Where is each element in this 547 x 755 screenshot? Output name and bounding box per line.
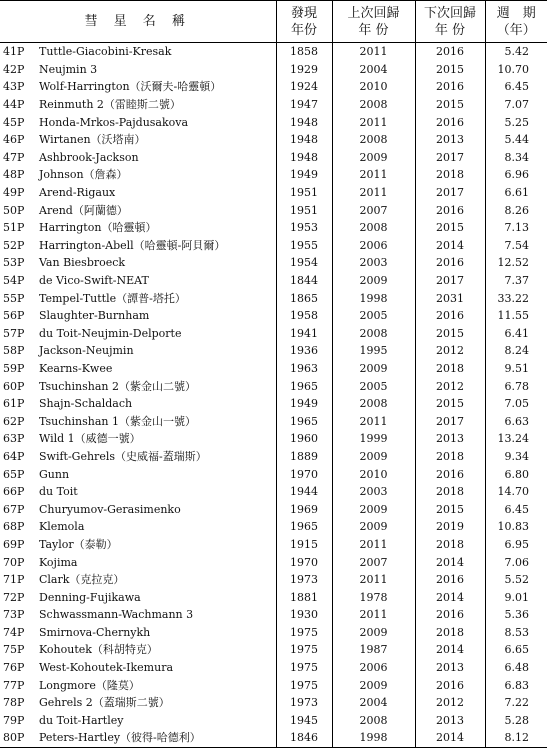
next-return-year: 2017 <box>415 412 485 430</box>
comet-number: 75P <box>3 643 25 657</box>
table-row <box>0 395 547 413</box>
comet-number: 48P <box>3 168 25 182</box>
table-row <box>0 254 547 272</box>
next-return-year: 2014 <box>415 588 485 606</box>
last-return-year: 2011 <box>332 571 415 589</box>
next-return-year: 2014 <box>415 237 485 255</box>
discovery-year: 1969 <box>276 500 332 518</box>
table-row <box>0 536 547 554</box>
table-row <box>0 606 547 624</box>
discovery-year: 1951 <box>276 201 332 219</box>
comet-number: 73P <box>3 608 25 622</box>
last-return-year: 2006 <box>332 659 415 677</box>
comet-name: du Toit <box>39 485 78 499</box>
comet-number: 62P <box>3 414 25 428</box>
last-return-year: 2009 <box>332 149 415 167</box>
table-row <box>0 729 547 747</box>
comet-number: 66P <box>3 485 25 499</box>
comet-name: Slaughter-Burnham <box>39 309 150 323</box>
comet-name: Swift-Gehrels（史威福-蓋瑞斯） <box>39 449 207 463</box>
last-return-year: 2008 <box>332 96 415 114</box>
discovery-year: 1865 <box>276 289 332 307</box>
last-return-year: 1999 <box>332 430 415 448</box>
last-return-year: 2009 <box>332 676 415 694</box>
comet-number: 72P <box>3 590 25 604</box>
discovery-year: 1944 <box>276 483 332 501</box>
next-return-year: 2014 <box>415 641 485 659</box>
next-return-year: 2016 <box>415 201 485 219</box>
last-return-year: 2011 <box>332 184 415 202</box>
next-return-year: 2017 <box>415 272 485 290</box>
comet-number: 77P <box>3 678 25 692</box>
comet-name: Reinmuth 2（雷睦斯二號） <box>39 98 181 112</box>
period-years: 6.80 <box>485 465 547 483</box>
comet-name: Van Biesbroeck <box>39 256 126 270</box>
next-return-year: 2013 <box>415 712 485 730</box>
discovery-year: 1973 <box>276 571 332 589</box>
discovery-year: 1973 <box>276 694 332 712</box>
period-years: 11.55 <box>485 307 547 325</box>
last-return-year: 1987 <box>332 641 415 659</box>
table-row <box>0 96 547 114</box>
comet-number: 71P <box>3 573 25 587</box>
comet-number: 56P <box>3 309 25 323</box>
next-return-year: 2016 <box>415 43 485 61</box>
comet-number: 43P <box>3 80 25 94</box>
header-period: 週 期 （年） <box>485 1 547 43</box>
discovery-year: 1945 <box>276 712 332 730</box>
period-years: 5.28 <box>485 712 547 730</box>
last-return-year: 2009 <box>332 360 415 378</box>
table-row <box>0 641 547 659</box>
comet-name: Honda-Mrkos-Pajdusakova <box>39 115 189 129</box>
period-years: 14.70 <box>485 483 547 501</box>
comet-name: Denning-Fujikawa <box>39 590 141 604</box>
period-years: 7.54 <box>485 237 547 255</box>
next-return-year: 2016 <box>415 606 485 624</box>
discovery-year: 1958 <box>276 307 332 325</box>
comet-name: Wirtanen（沃塔南） <box>39 133 146 147</box>
discovery-year: 1844 <box>276 272 332 290</box>
comet-name: Arend（阿蘭德） <box>39 203 128 217</box>
table-row <box>0 113 547 131</box>
discovery-year: 1970 <box>276 553 332 571</box>
comet-name: Jackson-Neujmin <box>39 344 134 358</box>
last-return-year: 2011 <box>332 166 415 184</box>
comet-number: 58P <box>3 344 25 358</box>
period-years: 13.24 <box>485 430 547 448</box>
next-return-year: 2018 <box>415 448 485 466</box>
last-return-year: 2009 <box>332 500 415 518</box>
table-row <box>0 307 547 325</box>
table-row <box>0 518 547 536</box>
period-years: 6.95 <box>485 536 547 554</box>
period-years: 7.05 <box>485 395 547 413</box>
discovery-year: 1929 <box>276 61 332 79</box>
comet-name: Smirnova-Chernykh <box>39 625 151 639</box>
table-row <box>0 61 547 79</box>
discovery-year: 1975 <box>276 624 332 642</box>
next-return-year: 2015 <box>415 61 485 79</box>
discovery-year: 1858 <box>276 43 332 61</box>
discovery-year: 1960 <box>276 430 332 448</box>
period-years: 5.44 <box>485 131 547 149</box>
last-return-year: 2008 <box>332 395 415 413</box>
last-return-year: 2009 <box>332 448 415 466</box>
comet-number: 46P <box>3 133 25 147</box>
last-return-year: 1998 <box>332 289 415 307</box>
next-return-year: 2019 <box>415 518 485 536</box>
next-return-year: 2014 <box>415 729 485 747</box>
comet-name: Harrington-Abell（哈靈頓-阿貝爾） <box>39 238 226 252</box>
comet-name: Gehrels 2（蓋瑞斯二號） <box>39 696 170 710</box>
period-years: 6.65 <box>485 641 547 659</box>
next-return-year: 2014 <box>415 553 485 571</box>
comet-number: 47P <box>3 150 25 164</box>
comet-number: 78P <box>3 696 25 710</box>
comet-name: Ashbrook-Jackson <box>39 150 139 164</box>
period-years: 7.06 <box>485 553 547 571</box>
table-row <box>0 237 547 255</box>
comet-name: Kohoutek（科胡特克） <box>39 643 158 657</box>
comet-name: Tuttle-Giacobini-Kresak <box>39 45 172 59</box>
comet-name: Clark（克拉克） <box>39 573 125 587</box>
period-years: 7.13 <box>485 219 547 237</box>
period-years: 8.24 <box>485 342 547 360</box>
period-years: 7.07 <box>485 96 547 114</box>
last-return-year: 1978 <box>332 588 415 606</box>
comet-number: 41P <box>3 45 25 59</box>
table-row <box>0 219 547 237</box>
next-return-year: 2016 <box>415 254 485 272</box>
period-years: 6.41 <box>485 325 547 343</box>
table-row <box>0 43 547 61</box>
period-years: 8.26 <box>485 201 547 219</box>
period-years: 5.36 <box>485 606 547 624</box>
table-row <box>0 571 547 589</box>
discovery-year: 1965 <box>276 377 332 395</box>
last-return-year: 2011 <box>332 43 415 61</box>
comet-number: 65P <box>3 467 25 481</box>
table-row <box>0 412 547 430</box>
table-row <box>0 184 547 202</box>
last-return-year: 1995 <box>332 342 415 360</box>
period-years: 33.22 <box>485 289 547 307</box>
comet-name: Churyumov-Gerasimenko <box>39 502 181 516</box>
period-years: 5.52 <box>485 571 547 589</box>
comet-name: Tsuchinshan 1（紫金山一號） <box>39 414 196 428</box>
table-row <box>0 430 547 448</box>
last-return-year: 2005 <box>332 307 415 325</box>
discovery-year: 1953 <box>276 219 332 237</box>
comet-name: Gunn <box>39 467 70 481</box>
comet-number: 74P <box>3 625 25 639</box>
period-years: 6.78 <box>485 377 547 395</box>
discovery-year: 1846 <box>276 729 332 747</box>
last-return-year: 2011 <box>332 113 415 131</box>
comet-name: Neujmin 3 <box>39 62 98 76</box>
table-row <box>0 500 547 518</box>
period-years: 6.83 <box>485 676 547 694</box>
last-return-year: 2007 <box>332 553 415 571</box>
comet-number: 44P <box>3 98 25 112</box>
discovery-year: 1965 <box>276 412 332 430</box>
comet-name: Longmore（隆莫） <box>39 678 140 692</box>
comet-number: 64P <box>3 449 25 463</box>
table-row <box>0 325 547 343</box>
period-years: 6.96 <box>485 166 547 184</box>
comet-name: Tsuchinshan 2（紫金山二號） <box>39 379 196 393</box>
period-years: 10.70 <box>485 61 547 79</box>
last-return-year: 2011 <box>332 536 415 554</box>
period-years: 6.63 <box>485 412 547 430</box>
last-return-year: 2008 <box>332 325 415 343</box>
discovery-year: 1889 <box>276 448 332 466</box>
comet-name: Klemola <box>39 520 85 534</box>
discovery-year: 1924 <box>276 78 332 96</box>
table-row <box>0 360 547 378</box>
comet-number: 61P <box>3 397 25 411</box>
next-return-year: 2018 <box>415 536 485 554</box>
period-years: 9.34 <box>485 448 547 466</box>
comet-number: 67P <box>3 502 25 516</box>
next-return-year: 2015 <box>415 325 485 343</box>
comet-name: Peters-Hartley（彼得-哈德利） <box>37 729 276 747</box>
last-return-year: 2004 <box>332 694 415 712</box>
next-return-year: 2015 <box>415 96 485 114</box>
last-return-year: 2011 <box>332 606 415 624</box>
comet-number: 54P <box>3 274 25 288</box>
comet-name: du Toit-Hartley <box>39 713 124 727</box>
discovery-year: 1936 <box>276 342 332 360</box>
table-row <box>0 149 547 167</box>
discovery-year: 1948 <box>276 149 332 167</box>
comet-name: Shajn-Schaldach <box>39 397 133 411</box>
last-return-year: 2003 <box>332 483 415 501</box>
next-return-year: 2017 <box>415 184 485 202</box>
period-years: 7.37 <box>485 272 547 290</box>
comet-number: 53P <box>3 256 25 270</box>
table-row <box>0 624 547 642</box>
period-years: 8.12 <box>485 729 547 747</box>
comet-name: Harrington（哈靈頓） <box>39 221 157 235</box>
table-row <box>0 659 547 677</box>
last-return-year: 1998 <box>332 729 415 747</box>
next-return-year: 2017 <box>415 149 485 167</box>
next-return-year: 2015 <box>415 500 485 518</box>
comet-name: Tempel-Tuttle（譚普-塔托） <box>39 291 186 305</box>
discovery-year: 1975 <box>276 676 332 694</box>
last-return-year: 2005 <box>332 377 415 395</box>
header-last-return: 上次回歸 年 份 <box>332 1 415 43</box>
next-return-year: 2018 <box>415 624 485 642</box>
comet-number: 68P <box>3 520 25 534</box>
table-header-row <box>0 1 547 43</box>
discovery-year: 1955 <box>276 237 332 255</box>
next-return-year: 2012 <box>415 342 485 360</box>
discovery-year: 1975 <box>276 641 332 659</box>
next-return-year: 2015 <box>415 395 485 413</box>
period-years: 9.01 <box>485 588 547 606</box>
comet-name: du Toit-Neujmin-Delporte <box>39 326 182 340</box>
next-return-year: 2016 <box>415 571 485 589</box>
next-return-year: 2031 <box>415 289 485 307</box>
last-return-year: 2010 <box>332 78 415 96</box>
table-row <box>0 342 547 360</box>
comet-name: Schwassmann-Wachmann 3 <box>39 608 194 622</box>
table-row <box>0 201 547 219</box>
last-return-year: 2009 <box>332 272 415 290</box>
comet-number: 63P <box>3 432 25 446</box>
comet-name: Johnson（詹森） <box>39 168 128 182</box>
comet-number: 50P <box>3 203 25 217</box>
comet-number: 60P <box>3 379 25 393</box>
period-years: 6.45 <box>485 78 547 96</box>
header-next-return: 下次回歸 年 份 <box>415 1 485 43</box>
last-return-year: 2006 <box>332 237 415 255</box>
last-return-year: 2008 <box>332 219 415 237</box>
next-return-year: 2016 <box>415 465 485 483</box>
last-return-year: 2004 <box>332 61 415 79</box>
next-return-year: 2013 <box>415 430 485 448</box>
last-return-year: 2010 <box>332 465 415 483</box>
discovery-year: 1915 <box>276 536 332 554</box>
table-row <box>0 166 547 184</box>
discovery-year: 1949 <box>276 166 332 184</box>
comet-number: 52P <box>3 238 25 252</box>
discovery-year: 1948 <box>276 113 332 131</box>
next-return-year: 2013 <box>415 659 485 677</box>
period-years: 6.48 <box>485 659 547 677</box>
header-discovery-year: 發現 年份 <box>276 1 332 43</box>
comet-name: Arend-Rigaux <box>39 186 116 200</box>
last-return-year: 2008 <box>332 131 415 149</box>
period-years: 7.22 <box>485 694 547 712</box>
next-return-year: 2012 <box>415 694 485 712</box>
discovery-year: 1965 <box>276 518 332 536</box>
comet-number: 55P <box>3 291 25 305</box>
discovery-year: 1947 <box>276 96 332 114</box>
table-row <box>0 694 547 712</box>
period-years: 5.25 <box>485 113 547 131</box>
discovery-year: 1941 <box>276 325 332 343</box>
comet-number: 70P <box>3 555 25 569</box>
last-return-year: 2009 <box>332 624 415 642</box>
comet-name: Taylor（泰勒） <box>39 537 118 551</box>
comet-name: Wolf-Harrington（沃爾夫-哈靈頓） <box>39 80 222 94</box>
table-row <box>0 588 547 606</box>
header-comet-name: 彗 星 名 稱 <box>0 1 276 43</box>
period-years: 6.61 <box>485 184 547 202</box>
comet-number: 69P <box>3 537 25 551</box>
discovery-year: 1930 <box>276 606 332 624</box>
comet-name: Kojima <box>39 555 78 569</box>
last-return-year: 2009 <box>332 518 415 536</box>
next-return-year: 2018 <box>415 166 485 184</box>
comet-number: 76P <box>3 661 25 675</box>
comet-number: 45P <box>3 115 25 129</box>
comet-number: 51P <box>3 221 25 235</box>
last-return-year: 2007 <box>332 201 415 219</box>
discovery-year: 1970 <box>276 465 332 483</box>
next-return-year: 2016 <box>415 307 485 325</box>
discovery-year: 1949 <box>276 395 332 413</box>
table-row <box>0 377 547 395</box>
comet-number: 79P <box>3 713 25 727</box>
table-row <box>0 272 547 290</box>
period-years: 5.42 <box>485 43 547 61</box>
table-row <box>0 289 547 307</box>
period-years: 8.34 <box>485 149 547 167</box>
discovery-year: 1948 <box>276 131 332 149</box>
next-return-year: 2013 <box>415 131 485 149</box>
comet-number: 49P <box>3 186 25 200</box>
period-years: 9.51 <box>485 360 547 378</box>
last-return-year: 2008 <box>332 712 415 730</box>
comet-name: de Vico-Swift-NEAT <box>39 274 149 288</box>
discovery-year: 1963 <box>276 360 332 378</box>
table-row <box>0 131 547 149</box>
comet-number: 57P <box>3 326 25 340</box>
table-row <box>0 483 547 501</box>
next-return-year: 2018 <box>415 360 485 378</box>
next-return-year: 2018 <box>415 483 485 501</box>
comet-name: Wild 1（威德一號） <box>39 432 141 446</box>
comet-name: West-Kohoutek-Ikemura <box>39 661 174 675</box>
last-return-year: 2011 <box>332 412 415 430</box>
discovery-year: 1954 <box>276 254 332 272</box>
table-row <box>0 78 547 96</box>
comet-number: 59P <box>3 361 25 375</box>
discovery-year: 1975 <box>276 659 332 677</box>
comet-number: 80P <box>0 729 37 747</box>
table-row <box>0 712 547 730</box>
table-row <box>0 465 547 483</box>
period-years: 8.53 <box>485 624 547 642</box>
next-return-year: 2016 <box>415 78 485 96</box>
next-return-year: 2016 <box>415 676 485 694</box>
period-years: 6.45 <box>485 500 547 518</box>
comet-name: Kearns-Kwee <box>39 361 113 375</box>
discovery-year: 1881 <box>276 588 332 606</box>
next-return-year: 2015 <box>415 219 485 237</box>
table-row <box>0 676 547 694</box>
next-return-year: 2012 <box>415 377 485 395</box>
comet-number: 42P <box>3 62 25 76</box>
period-years: 12.52 <box>485 254 547 272</box>
discovery-year: 1951 <box>276 184 332 202</box>
last-return-year: 2003 <box>332 254 415 272</box>
table-row <box>0 448 547 466</box>
period-years: 10.83 <box>485 518 547 536</box>
table-row <box>0 553 547 571</box>
next-return-year: 2016 <box>415 113 485 131</box>
